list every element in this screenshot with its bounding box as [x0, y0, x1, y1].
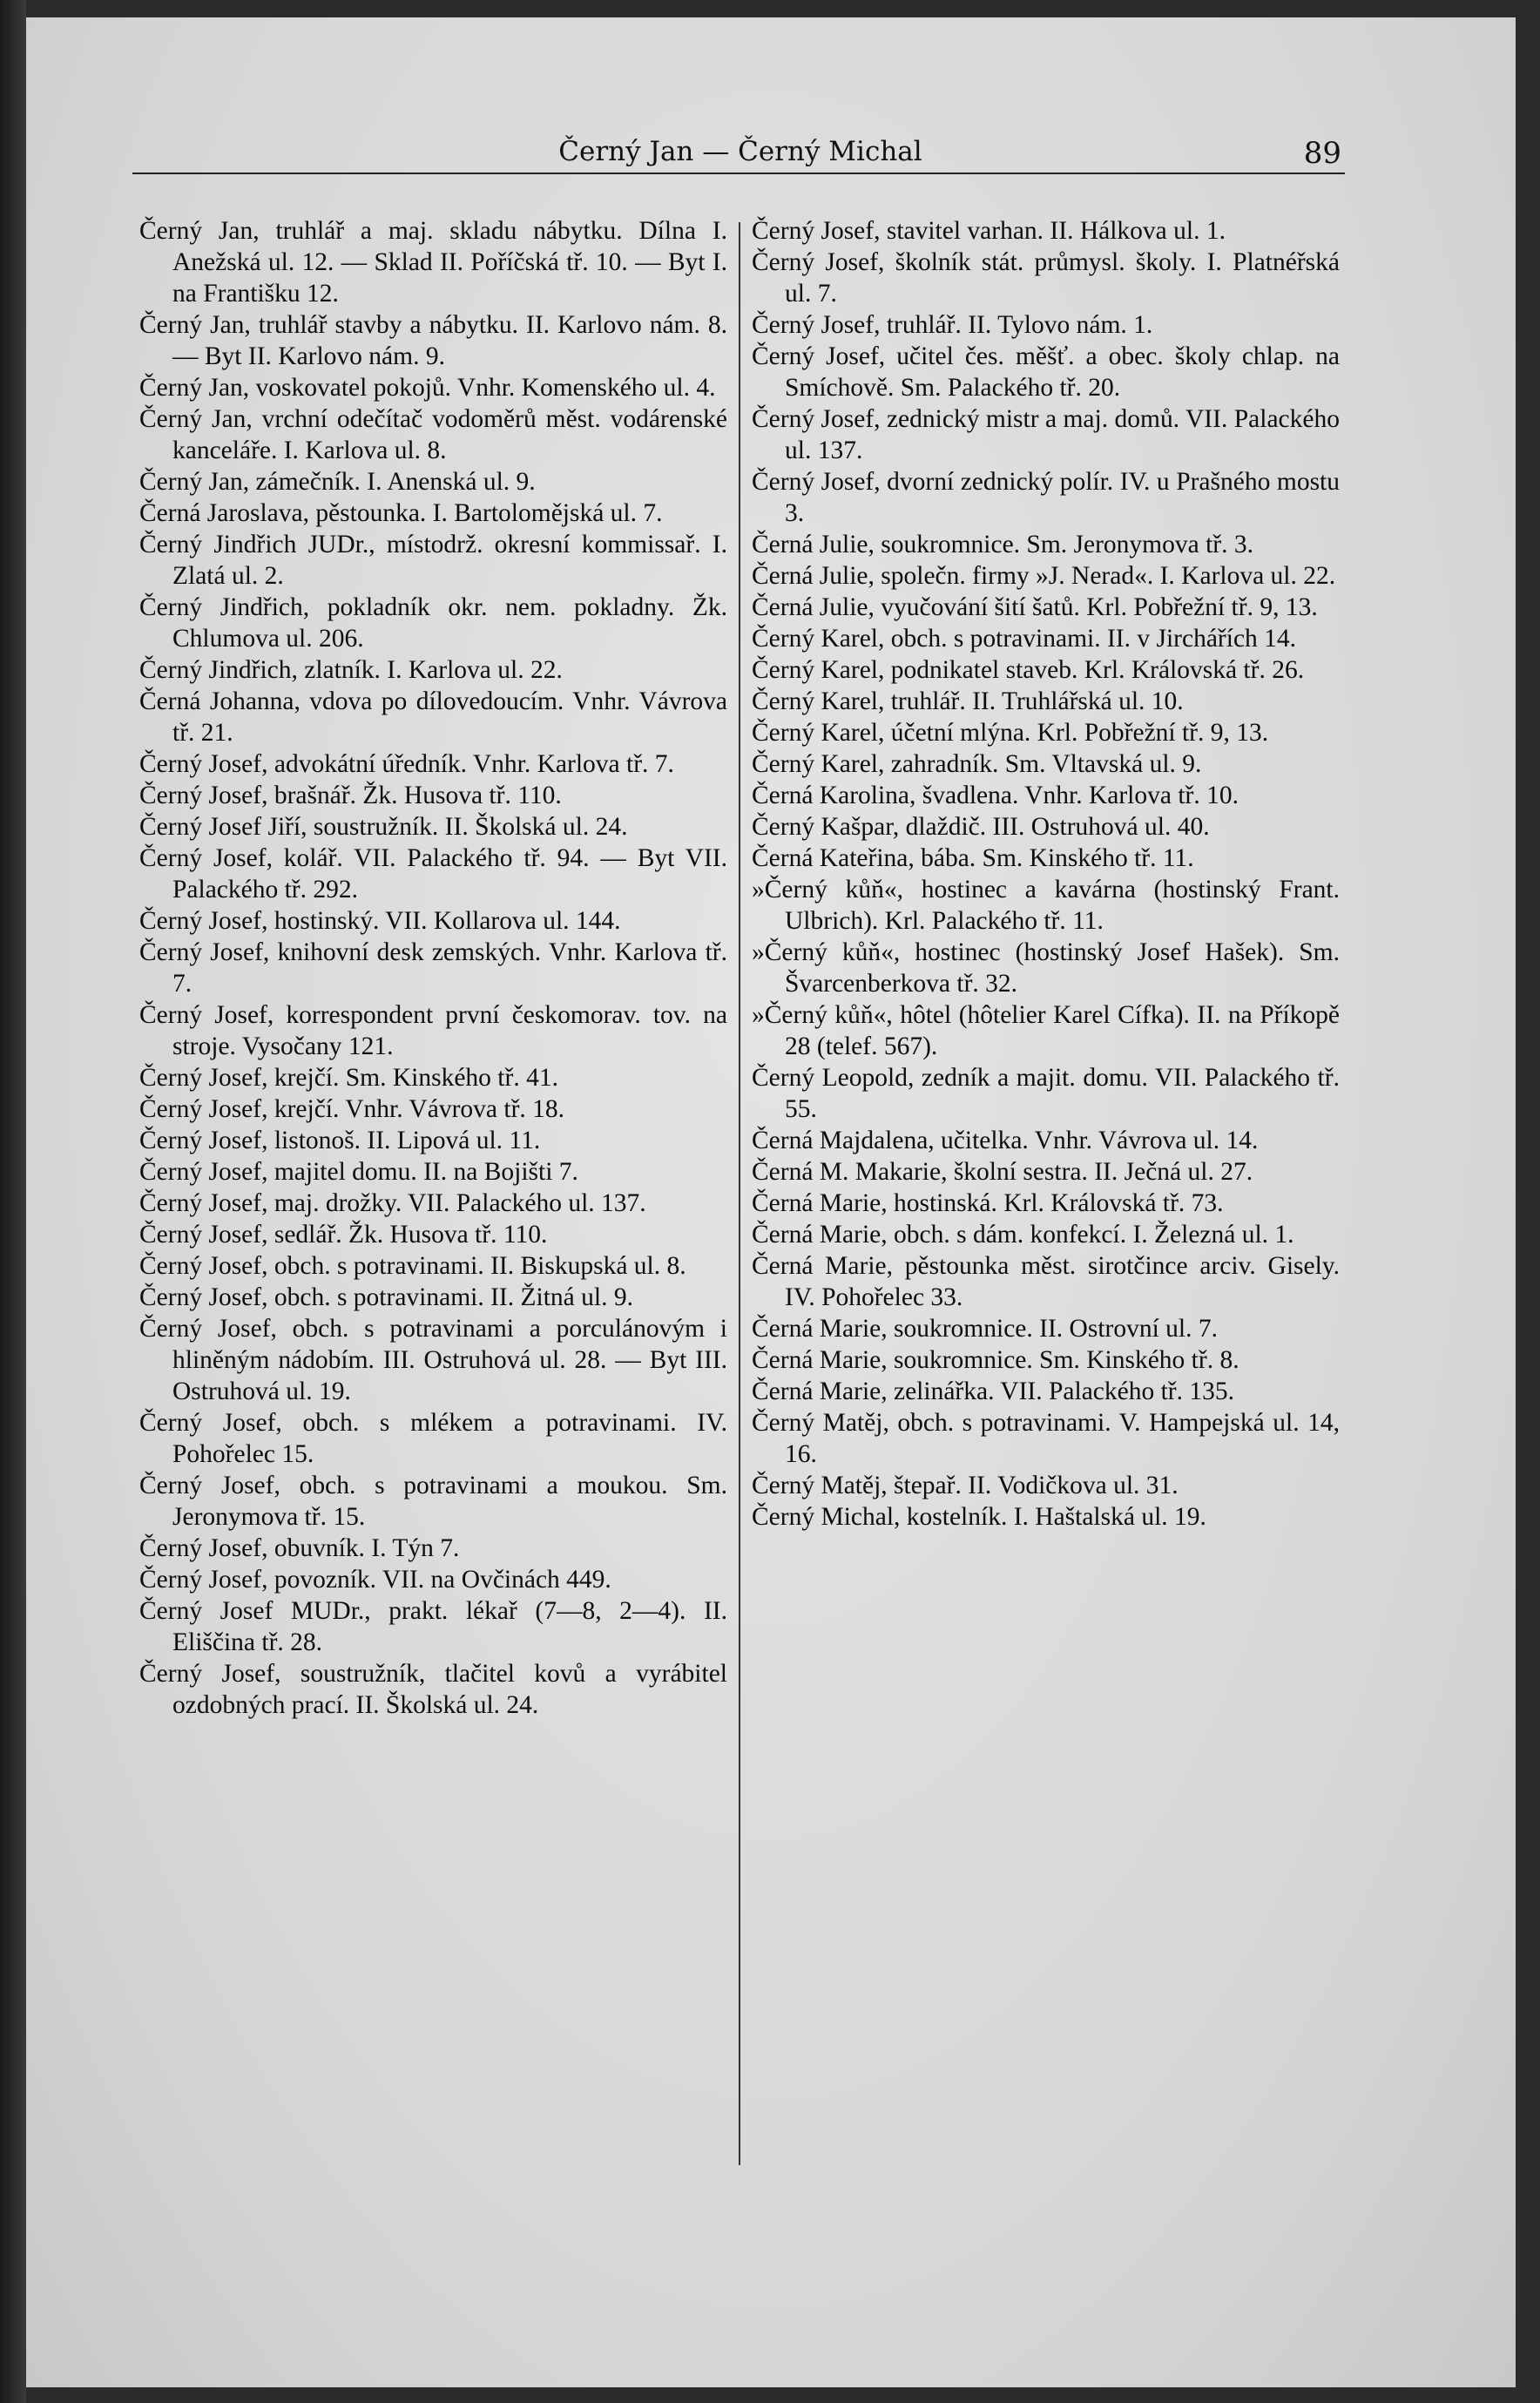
- directory-entry: Černý Matěj, štepař. II. Vodičkova ul. 31.: [752, 1472, 1179, 1499]
- directory-entry: Černý Michal, kostelník. I. Haštalská ul. 19.: [752, 1503, 1206, 1531]
- page-binding-edge: [0, 0, 26, 2403]
- directory-entry: Černý Josef, povozník. VII. na Ovčinách 449.: [139, 1566, 611, 1594]
- directory-entry: Černý Josef, listonoš. II. Lipová ul. 11.: [139, 1127, 541, 1154]
- directory-entry: Černý Josef, majitel domu. II. na Bojišti 7.: [139, 1158, 578, 1186]
- directory-entry: Černý Karel, podnikatel staveb. Krl. Královská tř. 26.: [752, 656, 1305, 684]
- directory-entry: Černý Jindřich JUDr., místodrž. okresní kommissař. I. Zlatá ul. 2.: [139, 531, 727, 590]
- directory-entry: Černý Josef, obch. s potravinami. II. Žitná ul. 9.: [139, 1283, 633, 1311]
- directory-entry: Černý Josef, hostinský. VII. Kollarova ul. 144.: [139, 907, 621, 935]
- directory-entry: Černý Jindřich, pokladník okr. nem. pokladny. Žk. Chlumova ul. 206.: [139, 593, 727, 653]
- directory-entry: Černá Julie, vyučování šití šatů. Krl. Pobřežní tř. 9, 13.: [752, 593, 1318, 621]
- directory-entry: Černá Marie, zelinářka. VII. Palackého tř. 135.: [752, 1377, 1235, 1405]
- directory-entry: Černá Julie, soukromnice. Sm. Jeronymova tř. 3.: [752, 531, 1253, 558]
- directory-entry: Černý Jindřich, zlatník. I. Karlova ul. 22.: [139, 656, 563, 684]
- directory-entry: Černý Josef, dvorní zednický polír. IV. u Prašného mostu 3.: [752, 468, 1340, 527]
- column-divider: [739, 222, 740, 2165]
- directory-entry: Černá Marie, obch. s dám. konfekcí. I. Železná ul. 1.: [752, 1221, 1294, 1249]
- directory-entry: Černá Karolina, švadlena. Vnhr. Karlova tř. 10.: [752, 782, 1239, 809]
- directory-entry: Černý Josef, stavitel varhan. II. Hálkova ul. 1.: [752, 217, 1226, 245]
- directory-entry: »Černý kůň«, hostinec a kavárna (hostinský Frant. Ulbrich). Krl. Palackého tř. 11.: [752, 876, 1340, 935]
- directory-entry: Černý Josef, krejčí. Vnhr. Vávrova tř. 18.: [139, 1095, 565, 1123]
- directory-entry: Černá Marie, hostinská. Krl. Královská tř. 73.: [752, 1189, 1224, 1217]
- directory-entry: Černý Josef, maj. drožky. VII. Palackého ul. 137.: [139, 1189, 646, 1217]
- header-title: Černý Jan — Černý Michal: [558, 136, 922, 167]
- directory-entry: Černý Josef, sedlář. Žk. Husova tř. 110.: [139, 1221, 548, 1249]
- directory-entry: Černý Josef, učitel čes. měšť. a obec. školy chlap. na Smíchově. Sm. Palackého tř. 20.: [752, 342, 1340, 402]
- directory-entry: Černý Josef, brašnář. Žk. Husova tř. 110.: [139, 782, 562, 809]
- directory-entry: Černý Josef, obch. s potravinami a moukou. Sm. Jeronymova tř. 15.: [139, 1472, 727, 1531]
- directory-entry: Černý Leopold, zedník a majit. domu. VII. Palackého tř. 55.: [752, 1064, 1340, 1123]
- directory-entry: Černá Marie, soukromnice. II. Ostrovní ul. 7.: [752, 1315, 1218, 1343]
- running-header: [139, 131, 1341, 174]
- page-number: 89: [1303, 136, 1341, 171]
- right-column: [752, 215, 1340, 1533]
- header-rule: [132, 173, 1345, 174]
- directory-entry: Černý Josef, zednický mistr a maj. domů. VII. Palackého ul. 137.: [752, 405, 1340, 464]
- directory-entry: Černý Josef, obch. s potravinami. II. Biskupská ul. 8.: [139, 1252, 686, 1280]
- directory-entry: Černý Josef MUDr., prakt. lékař (7—8, 2—4). II. Eliščina tř. 28.: [139, 1597, 727, 1656]
- directory-entry: Černý Jan, voskovatel pokojů. Vnhr. Komenského ul. 4.: [139, 374, 716, 402]
- directory-entry: Černá Julie, společn. firmy »J. Nerad«. I. Karlova ul. 22.: [752, 562, 1336, 590]
- directory-entry: Černý Kašpar, dlaždič. III. Ostruhová ul. 40.: [752, 813, 1210, 841]
- directory-entry: Černý Josef, obuvník. I. Týn 7.: [139, 1534, 460, 1562]
- directory-entry: Černý Josef, obch. s potravinami a porculánovým i hliněným nádobím. III. Ostruhová ul. 28. — Byt III. Ostruhová ul. 19.: [139, 1315, 727, 1405]
- directory-entry: Černý Josef Jiří, soustružník. II. Školská ul. 24.: [139, 813, 628, 841]
- directory-entry: Černý Jan, zámečník. I. Anenská ul. 9.: [139, 468, 536, 496]
- directory-entry: Černý Josef, školník stát. průmysl. školy. I. Platnéřská ul. 7.: [752, 248, 1340, 308]
- directory-entry: Černý Karel, účetní mlýna. Krl. Pobřežní tř. 9, 13.: [752, 719, 1269, 747]
- directory-entry: Černý Josef, kolář. VII. Palackého tř. 94. — Byt VII. Palackého tř. 292.: [139, 844, 727, 904]
- directory-entry: Černý Karel, truhlář. II. Truhlářská ul. 10.: [752, 687, 1184, 715]
- directory-entry: Černý Josef, soustružník, tlačitel kovů a vyrábitel ozdobných prací. II. Školská ul. 24.: [139, 1660, 727, 1719]
- directory-entry: Černý Josef, korrespondent první českomorav. tov. na stroje. Vysočany 121.: [139, 1001, 727, 1060]
- directory-entry: Černý Matěj, obch. s potravinami. V. Hampejská ul. 14, 16.: [752, 1409, 1340, 1468]
- directory-entry: Černý Karel, obch. s potravinami. II. v Jirchářích 14.: [752, 625, 1297, 653]
- directory-entry: Černý Jan, truhlář stavby a nábytku. II. Karlovo nám. 8. — Byt II. Karlovo nám. 9.: [139, 311, 727, 370]
- directory-entry: Černý Jan, truhlář a maj. skladu nábytku. Dílna I. Anežská ul. 12. — Sklad II. Poříčská tř. 10. — Byt I. na Františku 12.: [139, 217, 727, 308]
- directory-entry: Černý Josef, knihovní desk zemských. Vnhr. Karlova tř. 7.: [139, 938, 727, 998]
- directory-entry: Černý Josef, truhlář. II. Tylovo nám. 1.: [752, 311, 1153, 339]
- directory-entry: Černá Jaroslava, pěstounka. I. Bartolomějská ul. 7.: [139, 499, 663, 527]
- directory-entry: Černá Kateřina, bába. Sm. Kinského tř. 11.: [752, 844, 1194, 872]
- directory-entry: »Černý kůň«, hôtel (hôtelier Karel Cífka). II. na Příkopě 28 (telef. 567).: [752, 1001, 1340, 1060]
- directory-entry: Černá Marie, soukromnice. Sm. Kinského tř. 8.: [752, 1346, 1239, 1374]
- directory-entry: Černá Majdalena, učitelka. Vnhr. Vávrova ul. 14.: [752, 1127, 1259, 1154]
- left-column: [139, 215, 727, 1721]
- directory-entry: Černý Josef, advokátní úředník. Vnhr. Karlova tř. 7.: [139, 750, 674, 778]
- directory-entry: Černý Josef, krejčí. Sm. Kinského tř. 41.: [139, 1064, 558, 1092]
- directory-entry: »Černý kůň«, hostinec (hostinský Josef Hašek). Sm. Švarcenberkova tř. 32.: [752, 938, 1340, 998]
- directory-entry: Černá M. Makarie, školní sestra. II. Ječná ul. 27.: [752, 1158, 1253, 1186]
- directory-entry: Černý Jan, vrchní odečítač vodoměrů měst. vodárenské kanceláře. I. Karlova ul. 8.: [139, 405, 727, 464]
- directory-entry: Černý Karel, zahradník. Sm. Vltavská ul. 9.: [752, 750, 1202, 778]
- directory-entry: Černá Marie, pěstounka měst. sirotčince arciv. Gisely. IV. Pohořelec 33.: [752, 1252, 1340, 1311]
- directory-entry: Černý Josef, obch. s mlékem a potravinami. IV. Pohořelec 15.: [139, 1409, 727, 1468]
- directory-entry: Černá Johanna, vdova po dílovedoucím. Vnhr. Vávrova tř. 21.: [139, 687, 727, 747]
